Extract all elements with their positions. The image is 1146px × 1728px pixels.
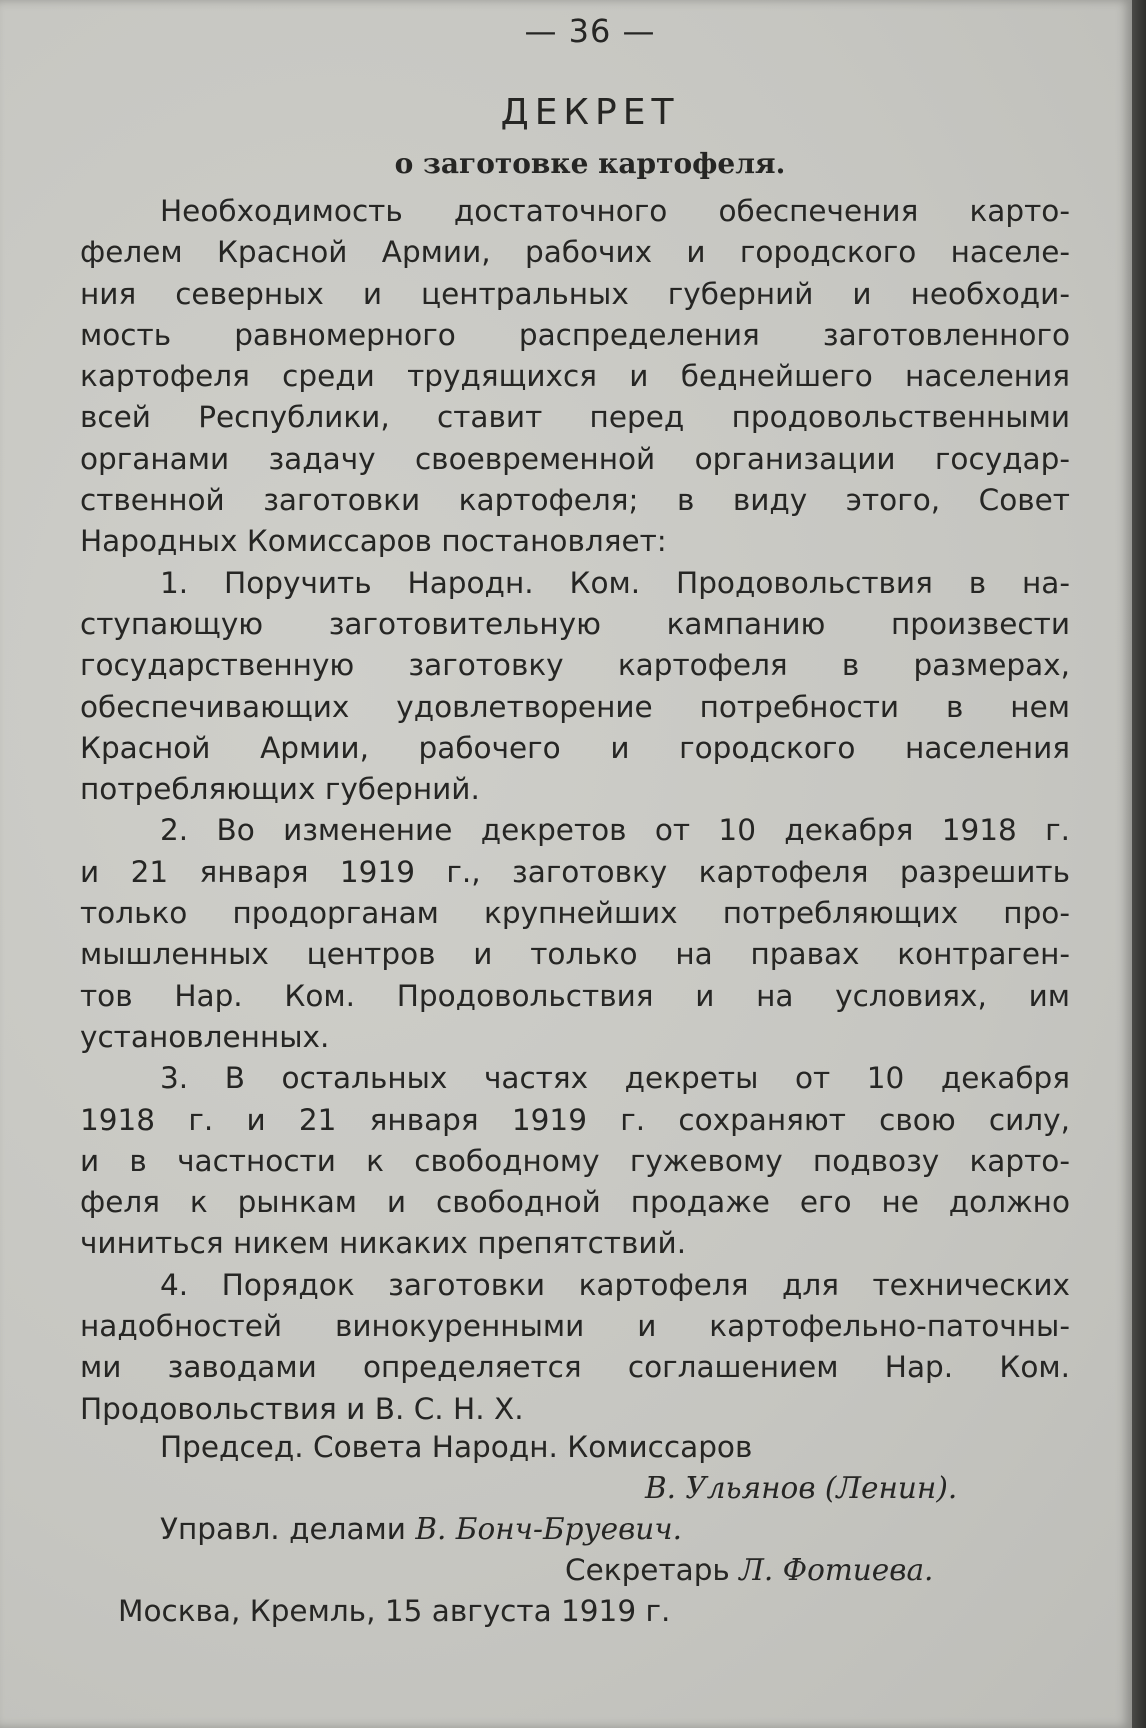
preamble-line: Народных Комиссаров постановляет: (80, 524, 667, 559)
signature-chair-title: Председ. Совета Народн. Комиссаров (160, 1430, 753, 1464)
point-2-line: только продорганам крупнейших потребляющих про- (80, 896, 1070, 931)
point-2-line: 2. Во изменение декретов от 10 декабря 1918 г. (160, 813, 1070, 848)
point-4-line: надобностей винокуренными и картофельно-паточны- (80, 1309, 1070, 1344)
preamble-line: фелем Красной Армии, рабочих и городского населе- (80, 235, 1070, 270)
point-4-line: 4. Порядок заготовки картофеля для технических (160, 1267, 1070, 1302)
signature-manager-name: В. Бонч-Бруевич. (415, 1512, 683, 1546)
decree-body (80, 191, 1070, 1430)
signature-manager (160, 1512, 682, 1546)
preamble-line: мость равномерного распределения заготовленного (80, 317, 1070, 352)
signature-secretary-title: Секретарь (565, 1553, 730, 1587)
point-4-line: Продовольствия и В. С. Н. Х. (80, 1391, 524, 1426)
point-3-line: и в частности к свободному гужевому подвозу карто- (80, 1143, 1070, 1178)
document-subtitle: о заготовке картофеля. (394, 147, 786, 180)
preamble-line: ственной заготовки картофеля; в виду этого, Совет (80, 483, 1070, 518)
point-1-line: Красной Армии, рабочего и городского населения (80, 730, 1070, 765)
point-1-line: ступающую заготовительную кампанию произвести (80, 606, 1070, 641)
preamble-line: картофеля среди трудящихся и беднейшего населения (80, 359, 1070, 394)
point-3-line: чиниться никем никаких препятствий. (80, 1226, 687, 1261)
signature-chair-name: В. Ульянов (Ленин). (645, 1471, 958, 1505)
point-3-line: 1918 г. и 21 января 1919 г. сохраняют свою силу, (80, 1102, 1070, 1137)
signature-manager-title: Управл. делами (160, 1512, 406, 1546)
point-4-line: ми заводами определяется соглашением Нар. Ком. (80, 1350, 1070, 1385)
point-2-line: тов Нар. Ком. Продовольствия и на условиях, им (80, 978, 1070, 1013)
point-1-line: государственную заготовку картофеля в размерах, (80, 648, 1070, 683)
page-number: — 36 — (524, 12, 656, 50)
point-2-line: мышленных центров и только на правах контраген- (80, 937, 1070, 972)
point-1-line: обеспечивающих удовлетворение потребности в нем (80, 689, 1070, 724)
point-1-line: 1. Поручить Народн. Ком. Продовольствия в на- (160, 565, 1070, 600)
point-3-line: феля к рынкам и свободной продаже его не должно (80, 1185, 1070, 1220)
signature-secretary (565, 1553, 933, 1587)
page-edge-shadow (1132, 0, 1146, 1728)
preamble-line: Необходимость достаточного обеспечения карто- (160, 194, 1070, 228)
point-2-line: установленных. (80, 1019, 330, 1054)
point-2-line: и 21 января 1919 г., заготовку картофеля разрешить (80, 854, 1070, 889)
preamble-line: органами задачу своевременной организации государ- (80, 441, 1070, 476)
place-and-date: Москва, Кремль, 15 августа 1919 г. (118, 1594, 671, 1628)
point-1-line: потребляющих губерний. (80, 772, 480, 807)
document-title: ДЕКРЕТ (500, 92, 680, 133)
point-3-line: 3. В остальных частях декреты от 10 декабря (160, 1061, 1070, 1096)
preamble-line: ния северных и центральных губерний и необходи- (80, 276, 1070, 311)
signature-secretary-name: Л. Фотиева. (739, 1553, 934, 1587)
preamble-line: всей Республики, ставит перед продовольственными (80, 400, 1070, 435)
